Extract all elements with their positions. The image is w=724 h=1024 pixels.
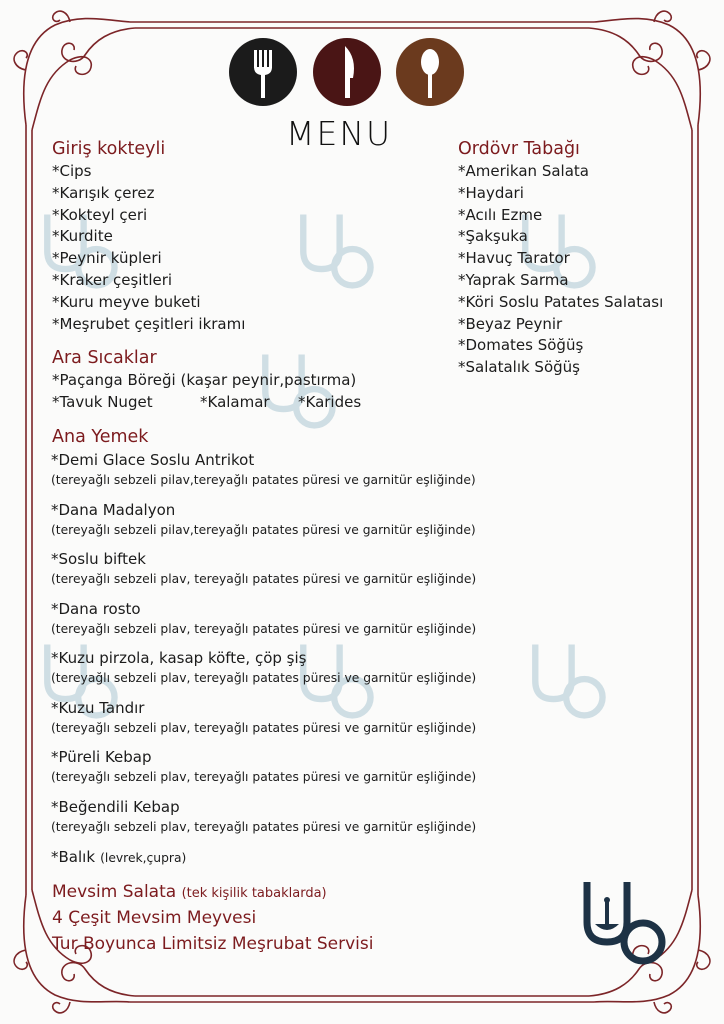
list-item: *Karışık çerez [52, 183, 155, 202]
item-name: *Balık [51, 848, 96, 866]
list-item: *Şakşuka [458, 227, 528, 246]
section-title-ana: Ana Yemek [52, 427, 149, 447]
list-item: *Köri Soslu Patates Salatası [458, 292, 664, 311]
watermark-logo [296, 205, 376, 295]
brand-logo [579, 876, 667, 966]
item-desc: (tereyağlı sebzeli pilav,tereyağlı patates püresi ve garnitür eşliğinde) [51, 523, 476, 537]
main-course-item [51, 450, 476, 490]
footer-line [52, 882, 327, 902]
list-item: *Meşrubet çeşitleri ikramı [52, 314, 246, 333]
item-desc: (tereyağlı sebzeli plav, tereyağlı patates püresi ve garnitür eşliğinde) [51, 721, 477, 735]
item-name: *Dana rosto [51, 600, 141, 618]
item-name: *Püreli Kebap [51, 748, 152, 766]
list-item: *Peynir küpleri [52, 249, 162, 268]
list-item: *Kokteyl çeri [52, 205, 148, 224]
spoon-icon [396, 38, 464, 106]
item-desc: (tereyağlı sebzeli plav, tereyağlı patates püresi ve garnitür eşliğinde) [51, 622, 477, 636]
footer-line: Tur Boyunca Limitsiz Meşrubat Servisi [52, 934, 374, 954]
main-course-item [51, 648, 476, 688]
section-title-giris: Giriş kokteyli [52, 139, 166, 159]
item-desc: (tereyağlı sebzeli plav, tereyağlı patates püresi ve garnitür eşliğinde) [51, 820, 477, 834]
list-item: *Kurdite [52, 227, 113, 246]
ara-item: *Karides [298, 393, 362, 411]
main-course-item [51, 747, 476, 787]
main-course-item [51, 797, 476, 837]
item-name: *Soslu biftek [51, 550, 146, 568]
item-name: *Kuzu Tandır [51, 699, 145, 717]
list-item: *Kraker çeşitleri [52, 270, 173, 289]
list-item: *Haydari [458, 183, 524, 202]
section-title-ara: Ara Sıcaklar [52, 348, 157, 368]
item-name: *Kuzu pirzola, kasap köfte, çöp şiş [51, 649, 307, 667]
item-name: *Demi Glace Soslu Antrikot [51, 451, 255, 469]
main-course-item [51, 698, 476, 738]
menu-title: MENU [286, 114, 393, 153]
main-course-item [51, 549, 476, 589]
footer-note: (tek kişilik tabaklarda) [181, 886, 327, 901]
item-name: *Beğendili Kebap [51, 798, 180, 816]
list-item: *Beyaz Peynir [458, 314, 563, 333]
list-item: *Salatalık Söğüş [458, 358, 580, 377]
item-desc: (levrek,çupra) [100, 851, 187, 865]
ara-item: *Tavuk Nuget [52, 393, 153, 411]
list-item: *Yaprak Sarma [458, 270, 569, 289]
section-title-ordovr: Ordövr Tabağı [458, 139, 580, 159]
giris-list [52, 161, 245, 335]
item-desc: (tereyağlı sebzeli plav, tereyağlı patates püresi ve garnitür eşliğinde) [51, 770, 477, 784]
item-name: *Dana Madalyon [51, 501, 176, 519]
knife-icon [313, 38, 381, 106]
footer-text: Mevsim Salata [52, 882, 177, 902]
list-item: *Kuru meyve buketi [52, 292, 201, 311]
list-item: *Acılı Ezme [458, 205, 543, 224]
fork-icon [229, 38, 297, 106]
list-item: *Amerikan Salata [458, 162, 589, 180]
watermark-logo [528, 635, 608, 725]
main-course-item [51, 847, 186, 867]
item-desc: (tereyağlı sebzeli plav, tereyağlı patates püresi ve garnitür eşliğinde) [51, 671, 477, 685]
main-course-item [51, 500, 476, 540]
main-course-item [51, 599, 476, 639]
item-desc: (tereyağlı sebzeli plav, tereyağlı patates püresi ve garnitür eşliğinde) [51, 572, 477, 586]
ara-item: *Paçanga Böreği (kaşar peynir,pastırma) [52, 371, 357, 389]
list-item: *Cips [52, 162, 92, 180]
watermark-logo [258, 345, 338, 435]
ara-item: *Kalamar [200, 393, 270, 411]
cutlery-icons [229, 38, 465, 108]
item-desc: (tereyağlı sebzeli pilav,tereyağlı patates püresi ve garnitür eşliğinde) [51, 473, 476, 487]
list-item: *Domates Söğüş [458, 336, 584, 355]
footer-line: 4 Çeşit Mevsim Meyvesi [52, 908, 257, 928]
list-item: *Havuç Tarator [458, 249, 570, 268]
ordovr-list [458, 161, 663, 379]
